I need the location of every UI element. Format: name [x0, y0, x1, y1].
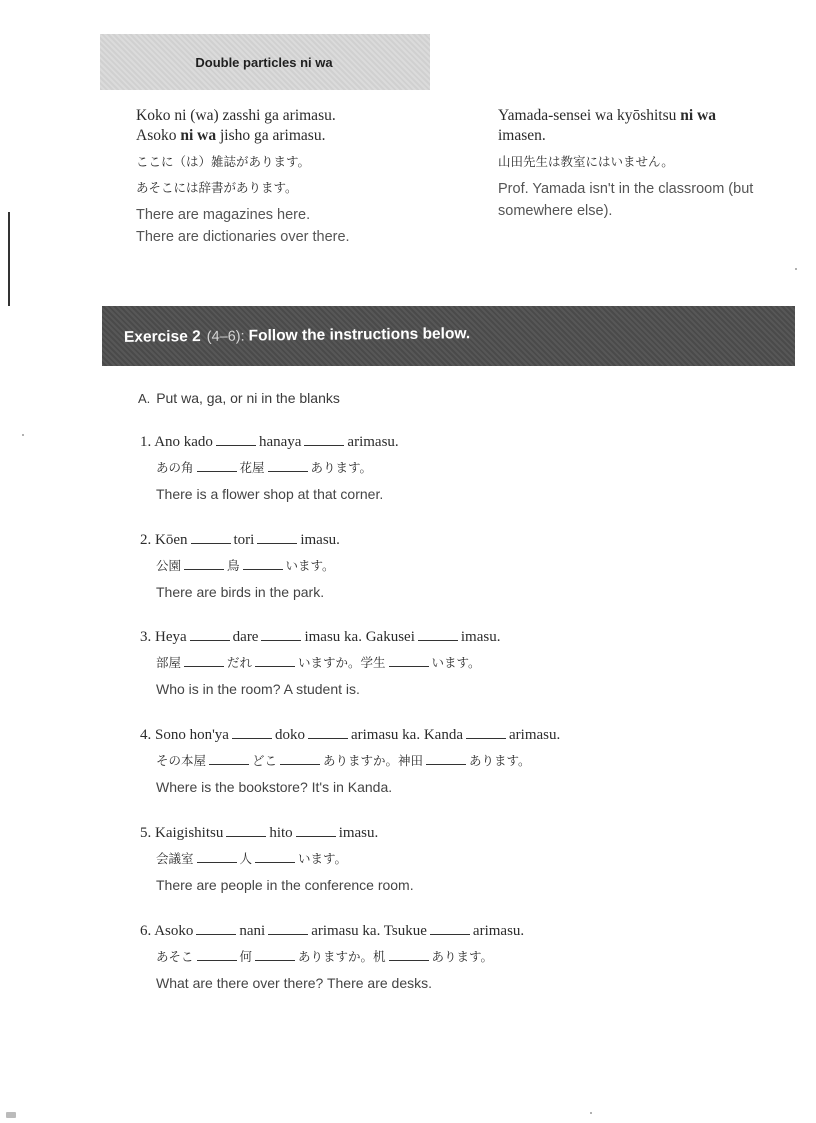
japanese-text: ありますか。机: [298, 949, 386, 964]
question-text: Kaigishitsu: [155, 825, 224, 841]
question-text: arimasu ka. Tsukue: [311, 923, 427, 939]
item-number: 6.: [140, 923, 152, 939]
romaji-text: Asoko: [136, 127, 181, 144]
margin-rule: [8, 212, 10, 306]
exercise-header-bar: [102, 306, 795, 366]
scan-speck: [22, 434, 24, 436]
blank-field[interactable]: [430, 925, 470, 935]
japanese-text: その本屋: [156, 753, 207, 768]
blank-field[interactable]: [191, 534, 231, 544]
japanese-text: いますか。学生: [298, 655, 386, 670]
instruction-letter: A.: [138, 391, 151, 406]
japanese-text: 花屋: [239, 460, 265, 475]
japanese-text: だれ: [227, 655, 253, 670]
scan-speck: [590, 1112, 592, 1114]
japanese-line: 山田先生は教室にはいません。: [498, 154, 674, 169]
romaji-line: [136, 126, 476, 146]
exercise-item-6: [140, 921, 700, 993]
english-translation: There is a flower shop at that corner.: [156, 486, 384, 502]
instruction-text: Put wa, ga, or ni in the blanks: [156, 390, 340, 406]
blank-field[interactable]: [296, 827, 336, 837]
romaji-line: [498, 106, 788, 126]
romaji-text: jisho ga arimasu.: [216, 127, 326, 144]
item-number: 3.: [140, 629, 152, 645]
question-text: arimasu.: [472, 923, 525, 939]
item-number: 2.: [140, 532, 152, 548]
romaji-question: [140, 432, 700, 452]
item-number: 5.: [140, 825, 152, 841]
question-text: arimasu.: [509, 727, 561, 743]
english-translation: Who is in the room? A student is.: [156, 681, 360, 697]
question-text: imasu.: [460, 629, 501, 645]
blank-field[interactable]: [280, 755, 320, 765]
blank-field[interactable]: [389, 657, 429, 667]
scan-speck: [6, 1112, 16, 1118]
blank-field[interactable]: [196, 925, 236, 935]
japanese-line: ここに（は）雑誌があります。: [136, 154, 311, 169]
romaji-question: [140, 725, 700, 745]
blank-field[interactable]: [197, 951, 237, 961]
blank-field[interactable]: [466, 729, 506, 739]
blank-field[interactable]: [426, 755, 466, 765]
romaji-question: [140, 627, 700, 647]
exercise-item-5: [140, 823, 700, 895]
english-line: somewhere else).: [498, 203, 613, 219]
japanese-question: [156, 751, 700, 771]
question-text: Sono hon'ya: [155, 727, 229, 743]
japanese-question: [156, 653, 700, 673]
section-header-box: [100, 34, 430, 90]
blank-field[interactable]: [304, 436, 344, 446]
japanese-text: 何: [239, 949, 253, 964]
japanese-question: [156, 458, 700, 478]
english-translation: There are people in the conference room.: [156, 877, 414, 893]
romaji-text: Yamada-sensei wa kyōshitsu: [498, 107, 681, 124]
item-number: 1.: [140, 434, 152, 450]
romaji-line: Koko ni (wa) zasshi ga arimasu.: [136, 107, 336, 124]
question-text: tori: [233, 532, 255, 548]
japanese-text: ありますか。神田: [323, 753, 424, 768]
blank-field[interactable]: [389, 951, 429, 961]
japanese-text: 部屋: [156, 655, 182, 670]
japanese-text: あそこ: [156, 949, 194, 964]
left-example-column: [136, 106, 476, 248]
question-text: imasu.: [300, 532, 340, 548]
japanese-line: あそこには辞書があります。: [136, 180, 298, 195]
japanese-question: [156, 849, 700, 869]
exercise-item-3: [140, 627, 700, 699]
question-text: imasu ka. Gakusei: [304, 629, 415, 645]
right-example-column: [498, 106, 788, 222]
exercise-instruction: Follow the instructions below.: [248, 325, 471, 345]
romaji-question: [140, 530, 700, 550]
romaji-question: [140, 823, 700, 843]
blank-field[interactable]: [232, 729, 272, 739]
blank-field[interactable]: [255, 657, 295, 667]
romaji-line: imasen.: [498, 127, 546, 144]
romaji-question: [140, 921, 700, 941]
japanese-text: 人: [239, 851, 253, 866]
question-text: Kōen: [155, 532, 188, 548]
blank-field[interactable]: [184, 657, 224, 667]
blank-field[interactable]: [255, 853, 295, 863]
section-title: Double particles ni wa: [195, 54, 333, 70]
exercise-title: [124, 325, 470, 347]
english-line: There are dictionaries over there.: [136, 229, 350, 245]
question-text: arimasu.: [347, 434, 399, 450]
question-text: Ano kado: [154, 434, 213, 450]
blank-field[interactable]: [268, 462, 308, 472]
question-text: hito: [269, 825, 293, 841]
blank-field[interactable]: [190, 631, 230, 641]
japanese-text: あります。: [431, 949, 494, 964]
blank-field[interactable]: [209, 755, 249, 765]
romaji-emphasis: ni wa: [180, 127, 217, 144]
blank-field[interactable]: [197, 853, 237, 863]
blank-field[interactable]: [308, 729, 348, 739]
japanese-text: あります。: [469, 753, 531, 768]
blank-field[interactable]: [184, 560, 224, 570]
blank-field[interactable]: [261, 631, 301, 641]
english-translation: What are there over there? There are desks.: [156, 975, 432, 991]
blank-field[interactable]: [257, 534, 297, 544]
english-line: There are magazines here.: [136, 207, 311, 223]
question-text: Asoko: [154, 923, 194, 939]
question-text: imasu.: [338, 825, 379, 841]
exercise-item-1: [140, 432, 700, 504]
japanese-text: 鳥: [227, 558, 240, 573]
english-translation: There are birds in the park.: [156, 584, 325, 600]
japanese-text: います。: [431, 655, 481, 670]
item-number: 4.: [140, 727, 152, 743]
blank-field[interactable]: [243, 560, 283, 570]
romaji-emphasis: ni wa: [680, 107, 717, 124]
exercise-item-4: [140, 725, 700, 797]
exercise-range: (4–6):: [206, 328, 245, 345]
exercise-label: Exercise 2: [123, 328, 201, 346]
blank-field[interactable]: [226, 827, 266, 837]
instruction-a: [138, 390, 340, 406]
question-text: dare: [232, 629, 259, 645]
question-text: doko: [274, 727, 305, 743]
japanese-text: あります。: [310, 460, 373, 475]
japanese-text: 会議室: [156, 851, 194, 866]
japanese-text: います。: [285, 558, 335, 573]
blank-field[interactable]: [216, 436, 256, 446]
scan-speck: [795, 268, 797, 270]
question-text: arimasu ka. Kanda: [350, 727, 463, 743]
question-text: nani: [239, 923, 266, 939]
blank-field[interactable]: [268, 925, 308, 935]
japanese-question: [156, 947, 700, 967]
blank-field[interactable]: [255, 951, 295, 961]
question-text: hanaya: [258, 434, 302, 450]
english-line: Prof. Yamada isn't in the classroom (but: [498, 181, 754, 197]
blank-field[interactable]: [197, 462, 237, 472]
blank-field[interactable]: [418, 631, 458, 641]
japanese-text: 公園: [156, 558, 182, 573]
question-text: Heya: [155, 629, 187, 645]
japanese-text: どこ: [252, 753, 278, 768]
japanese-text: あの角: [156, 460, 194, 475]
english-translation: Where is the bookstore? It's in Kanda.: [156, 779, 393, 795]
japanese-question: [156, 556, 700, 576]
japanese-text: います。: [298, 851, 348, 866]
exercise-item-2: [140, 530, 700, 602]
